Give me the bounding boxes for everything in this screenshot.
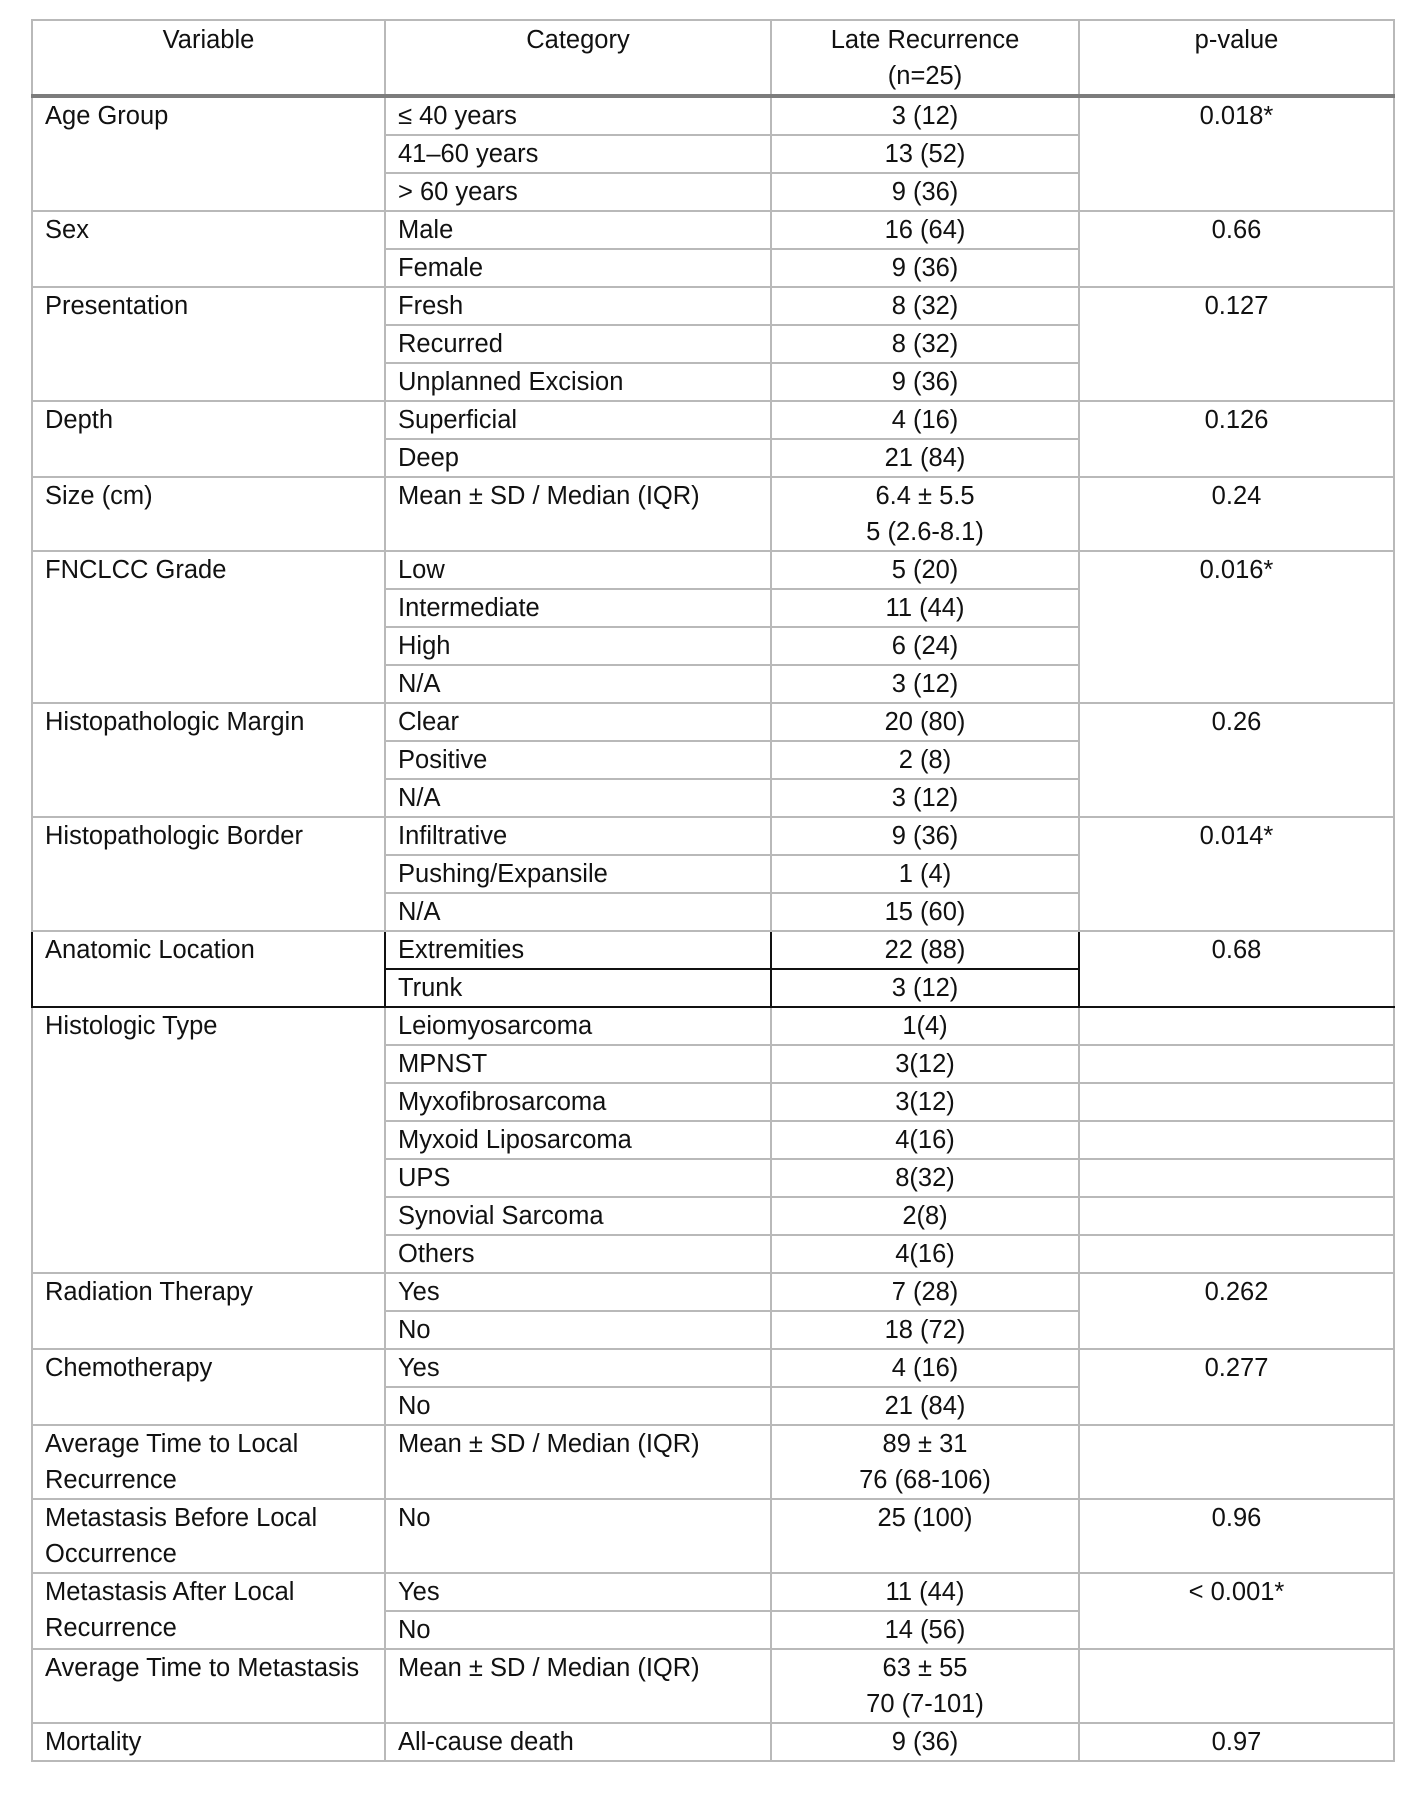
- late-recurrence-cell: [771, 1083, 1079, 1121]
- value-line1: 4(16): [895, 1240, 955, 1268]
- late-recurrence-cell: [771, 741, 1079, 779]
- value-line1: 2(8): [902, 1202, 948, 1230]
- late-recurrence-cell: [771, 211, 1079, 249]
- late-recurrence-cell: [771, 1159, 1079, 1197]
- value-line1: 22 (88): [884, 936, 966, 964]
- value-line1: 21 (84): [884, 444, 966, 472]
- late-recurrence-cell: [771, 1499, 1079, 1573]
- category-cell: Yes: [385, 1349, 771, 1387]
- category-cell: Superficial: [385, 401, 771, 439]
- value-line1: 1(4): [902, 1012, 948, 1040]
- late-recurrence-cell: [771, 931, 1079, 969]
- late-recurrence-cell: [771, 1387, 1079, 1425]
- variable-cell: [32, 551, 385, 703]
- table-row: [32, 817, 1394, 855]
- value-line1: 9 (36): [891, 1728, 959, 1756]
- value-line1: 25 (100): [877, 1504, 973, 1532]
- variable-label: Average Time to Metastasis: [45, 1654, 360, 1682]
- p-value-cell: [1079, 1121, 1394, 1159]
- late-recurrence-cell: [771, 325, 1079, 363]
- p-value-cell: [1079, 1159, 1394, 1197]
- category-cell: Trunk: [385, 969, 771, 1007]
- variable-cell: [32, 1007, 385, 1273]
- category-cell: Mean ± SD / Median (IQR): [385, 1425, 771, 1499]
- variable-cell: [32, 1723, 385, 1761]
- category-cell: Mean ± SD / Median (IQR): [385, 477, 771, 551]
- category-cell: No: [385, 1387, 771, 1425]
- p-value-cell: [1079, 1425, 1394, 1499]
- late-recurrence-cell: [771, 893, 1079, 931]
- late-recurrence-cell: [771, 703, 1079, 741]
- late-recurrence-cell: [771, 665, 1079, 703]
- p-value-cell: 0.96: [1079, 1499, 1394, 1573]
- late-recurrence-cell: [771, 1311, 1079, 1349]
- table-row: [32, 401, 1394, 439]
- p-value-cell: 0.126: [1079, 401, 1394, 477]
- value-line1: 6.4 ± 5.5: [875, 482, 975, 510]
- late-recurrence-cell: [771, 855, 1079, 893]
- value-line1: 4 (16): [891, 406, 959, 434]
- category-cell: 41–60 years: [385, 135, 771, 173]
- late-recurrence-cell: [771, 1273, 1079, 1311]
- p-value-cell: 0.018*: [1079, 96, 1394, 211]
- variable-label: Depth: [45, 406, 114, 434]
- category-cell: Deep: [385, 439, 771, 477]
- variable-label: Metastasis After Local: [45, 1578, 295, 1606]
- header-late-recurrence: [771, 20, 1079, 96]
- category-cell: High: [385, 627, 771, 665]
- value-line1: 89 ± 31: [882, 1430, 968, 1458]
- value-line1: 63 ± 55: [882, 1654, 968, 1682]
- p-value-cell: 0.97: [1079, 1723, 1394, 1761]
- category-cell: Yes: [385, 1573, 771, 1611]
- late-recurrence-cell: [771, 249, 1079, 287]
- header-category: Category: [385, 20, 771, 96]
- category-cell: Fresh: [385, 287, 771, 325]
- variable-cell: [32, 401, 385, 477]
- value-line1: 8(32): [895, 1164, 955, 1192]
- p-value-cell: 0.016*: [1079, 551, 1394, 703]
- late-recurrence-cell: [771, 1121, 1079, 1159]
- category-cell: All-cause death: [385, 1723, 771, 1761]
- late-recurrence-cell: [771, 135, 1079, 173]
- p-value-cell: 0.26: [1079, 703, 1394, 817]
- category-cell: Positive: [385, 741, 771, 779]
- late-recurrence-cell: [771, 96, 1079, 135]
- value-line1: 7 (28): [891, 1278, 959, 1306]
- table-row: [32, 1007, 1394, 1045]
- table-row: [32, 1499, 1394, 1573]
- value-line1: 11 (44): [885, 1578, 965, 1606]
- variable-cell: [32, 1349, 385, 1425]
- category-cell: N/A: [385, 665, 771, 703]
- value-line1: 20 (80): [884, 708, 966, 736]
- late-recurrence-cell: [771, 363, 1079, 401]
- variable-label-line2: Recurrence: [45, 1466, 177, 1494]
- value-line1: 13 (52): [884, 140, 966, 168]
- value-line1: 9 (36): [891, 368, 959, 396]
- value-line1: 5 (20): [891, 556, 959, 584]
- variable-label: Radiation Therapy: [45, 1278, 253, 1306]
- late-recurrence-cell: [771, 1197, 1079, 1235]
- value-line1: 11 (44): [885, 594, 965, 622]
- value-line1: 3 (12): [891, 670, 959, 698]
- variable-label-line2: Occurrence: [45, 1540, 177, 1568]
- value-line1: 3 (12): [891, 784, 959, 812]
- table-row: [32, 1425, 1394, 1499]
- p-value-cell: [1079, 1007, 1394, 1045]
- value-line2: 76 (68-106): [859, 1466, 991, 1494]
- variable-cell: [32, 1273, 385, 1349]
- p-value-cell: [1079, 1197, 1394, 1235]
- p-value-cell: 0.68: [1079, 931, 1394, 1007]
- variable-cell: [32, 931, 385, 1007]
- table-row: [32, 703, 1394, 741]
- p-value-cell: [1079, 1649, 1394, 1723]
- table-row: [32, 551, 1394, 589]
- value-line1: 3(12): [895, 1050, 955, 1078]
- p-value-cell: 0.24: [1079, 477, 1394, 551]
- late-recurrence-cell: [771, 1045, 1079, 1083]
- category-cell: N/A: [385, 779, 771, 817]
- table-row: [32, 1573, 1394, 1611]
- late-recurrence-cell: [771, 477, 1079, 551]
- p-value-cell: [1079, 1235, 1394, 1273]
- category-cell: Intermediate: [385, 589, 771, 627]
- late-recurrence-cell: [771, 1573, 1079, 1611]
- late-recurrence-cell: [771, 1649, 1079, 1723]
- variable-label: Sex: [45, 216, 89, 244]
- category-cell: Extremities: [385, 931, 771, 969]
- category-cell: Myxofibrosarcoma: [385, 1083, 771, 1121]
- header-late-recurrence-line2: (n=25): [887, 62, 963, 90]
- variable-label: Presentation: [45, 292, 189, 320]
- header-late-recurrence-line1: Late Recurrence: [830, 26, 1020, 54]
- category-cell: Leiomyosarcoma: [385, 1007, 771, 1045]
- value-line1: 1 (4): [898, 860, 952, 888]
- variable-cell: [32, 1499, 385, 1573]
- value-line1: 21 (84): [884, 1392, 966, 1420]
- value-line1: 9 (36): [891, 254, 959, 282]
- variable-cell: [32, 287, 385, 401]
- p-value-cell: 0.014*: [1079, 817, 1394, 931]
- late-recurrence-cell: [771, 1349, 1079, 1387]
- category-cell: MPNST: [385, 1045, 771, 1083]
- late-recurrence-cell: [771, 1235, 1079, 1273]
- category-cell: Female: [385, 249, 771, 287]
- value-line1: 8 (32): [891, 330, 959, 358]
- p-value-cell: 0.277: [1079, 1349, 1394, 1425]
- p-value-cell: [1079, 1045, 1394, 1083]
- value-line1: 4(16): [895, 1126, 955, 1154]
- category-cell: Recurred: [385, 325, 771, 363]
- category-cell: UPS: [385, 1159, 771, 1197]
- category-cell: ≤ 40 years: [385, 96, 771, 135]
- category-cell: Clear: [385, 703, 771, 741]
- variable-label: Histopathologic Margin: [45, 708, 305, 736]
- value-line1: 8 (32): [891, 292, 959, 320]
- late-recurrence-cell: [771, 969, 1079, 1007]
- value-line1: 15 (60): [884, 898, 966, 926]
- header-p-value: p-value: [1079, 20, 1394, 96]
- p-value-cell: [1079, 1083, 1394, 1121]
- category-cell: Infiltrative: [385, 817, 771, 855]
- value-line1: 6 (24): [891, 632, 959, 660]
- p-value-cell: 0.66: [1079, 211, 1394, 287]
- table-row: [32, 287, 1394, 325]
- value-line2: 70 (7-101): [866, 1690, 984, 1718]
- late-recurrence-cell: [771, 287, 1079, 325]
- category-cell: Low: [385, 551, 771, 589]
- table-row: [32, 1273, 1394, 1311]
- variable-label: Metastasis Before Local: [45, 1504, 318, 1532]
- variable-cell: [32, 1425, 385, 1499]
- category-cell: No: [385, 1499, 771, 1573]
- variable-label: Chemotherapy: [45, 1354, 213, 1382]
- late-recurrence-cell: [771, 1425, 1079, 1499]
- category-cell: N/A: [385, 893, 771, 931]
- value-line1: 9 (36): [891, 178, 959, 206]
- variable-label: Histologic Type: [45, 1012, 218, 1040]
- header-variable: Variable: [32, 20, 385, 96]
- table-row: [32, 477, 1394, 551]
- value-line2: 5 (2.6-8.1): [866, 518, 984, 546]
- value-line1: 14 (56): [884, 1616, 966, 1644]
- variable-cell: [32, 211, 385, 287]
- category-cell: Male: [385, 211, 771, 249]
- category-cell: > 60 years: [385, 173, 771, 211]
- variable-label: Histopathologic Border: [45, 822, 303, 850]
- late-recurrence-cell: [771, 1723, 1079, 1761]
- late-recurrence-cell: [771, 173, 1079, 211]
- late-recurrence-cell: [771, 779, 1079, 817]
- table-row: [32, 931, 1394, 969]
- category-cell: Synovial Sarcoma: [385, 1197, 771, 1235]
- category-cell: Pushing/Expansile: [385, 855, 771, 893]
- variable-cell: [32, 1649, 385, 1723]
- variable-cell: [32, 1573, 385, 1649]
- table-row: [32, 1649, 1394, 1723]
- variable-cell: [32, 96, 385, 211]
- variable-cell: [32, 703, 385, 817]
- variable-label: Average Time to Local: [45, 1430, 299, 1458]
- header-row: [32, 20, 1394, 96]
- table-row: [32, 96, 1394, 135]
- p-value-cell: 0.127: [1079, 287, 1394, 401]
- table-row: [32, 1723, 1394, 1761]
- table-row: [32, 1349, 1394, 1387]
- category-cell: Mean ± SD / Median (IQR): [385, 1649, 771, 1723]
- late-recurrence-cell: [771, 439, 1079, 477]
- value-line1: 3 (12): [891, 974, 959, 1002]
- late-recurrence-cell: [771, 401, 1079, 439]
- late-recurrence-cell: [771, 627, 1079, 665]
- value-line1: 9 (36): [891, 822, 959, 850]
- value-line1: 16 (64): [884, 216, 966, 244]
- value-line1: 4 (16): [891, 1354, 959, 1382]
- value-line1: 18 (72): [884, 1316, 966, 1344]
- value-line1: 3 (12): [891, 102, 959, 130]
- late-recurrence-cell: [771, 1007, 1079, 1045]
- late-recurrence-cell: [771, 1611, 1079, 1649]
- variable-cell: [32, 817, 385, 931]
- variable-label: Size (cm): [45, 482, 153, 510]
- category-cell: Yes: [385, 1273, 771, 1311]
- category-cell: No: [385, 1611, 771, 1649]
- late-recurrence-cell: [771, 817, 1079, 855]
- category-cell: No: [385, 1311, 771, 1349]
- category-cell: Unplanned Excision: [385, 363, 771, 401]
- late-recurrence-cell: [771, 551, 1079, 589]
- value-line1: 2 (8): [898, 746, 952, 774]
- category-cell: Myxoid Liposarcoma: [385, 1121, 771, 1159]
- variable-label: Anatomic Location: [45, 936, 255, 964]
- variable-label: Mortality: [45, 1728, 142, 1756]
- value-line1: 3(12): [895, 1088, 955, 1116]
- p-value-cell: 0.262: [1079, 1273, 1394, 1349]
- table-row: [32, 211, 1394, 249]
- category-cell: Others: [385, 1235, 771, 1273]
- variable-label-line2: Recurrence: [45, 1614, 177, 1642]
- variable-label: FNCLCC Grade: [45, 556, 227, 584]
- late-recurrence-table: [31, 19, 1395, 1762]
- late-recurrence-cell: [771, 589, 1079, 627]
- variable-label: Age Group: [45, 102, 169, 130]
- p-value-cell: < 0.001*: [1079, 1573, 1394, 1649]
- variable-cell: [32, 477, 385, 551]
